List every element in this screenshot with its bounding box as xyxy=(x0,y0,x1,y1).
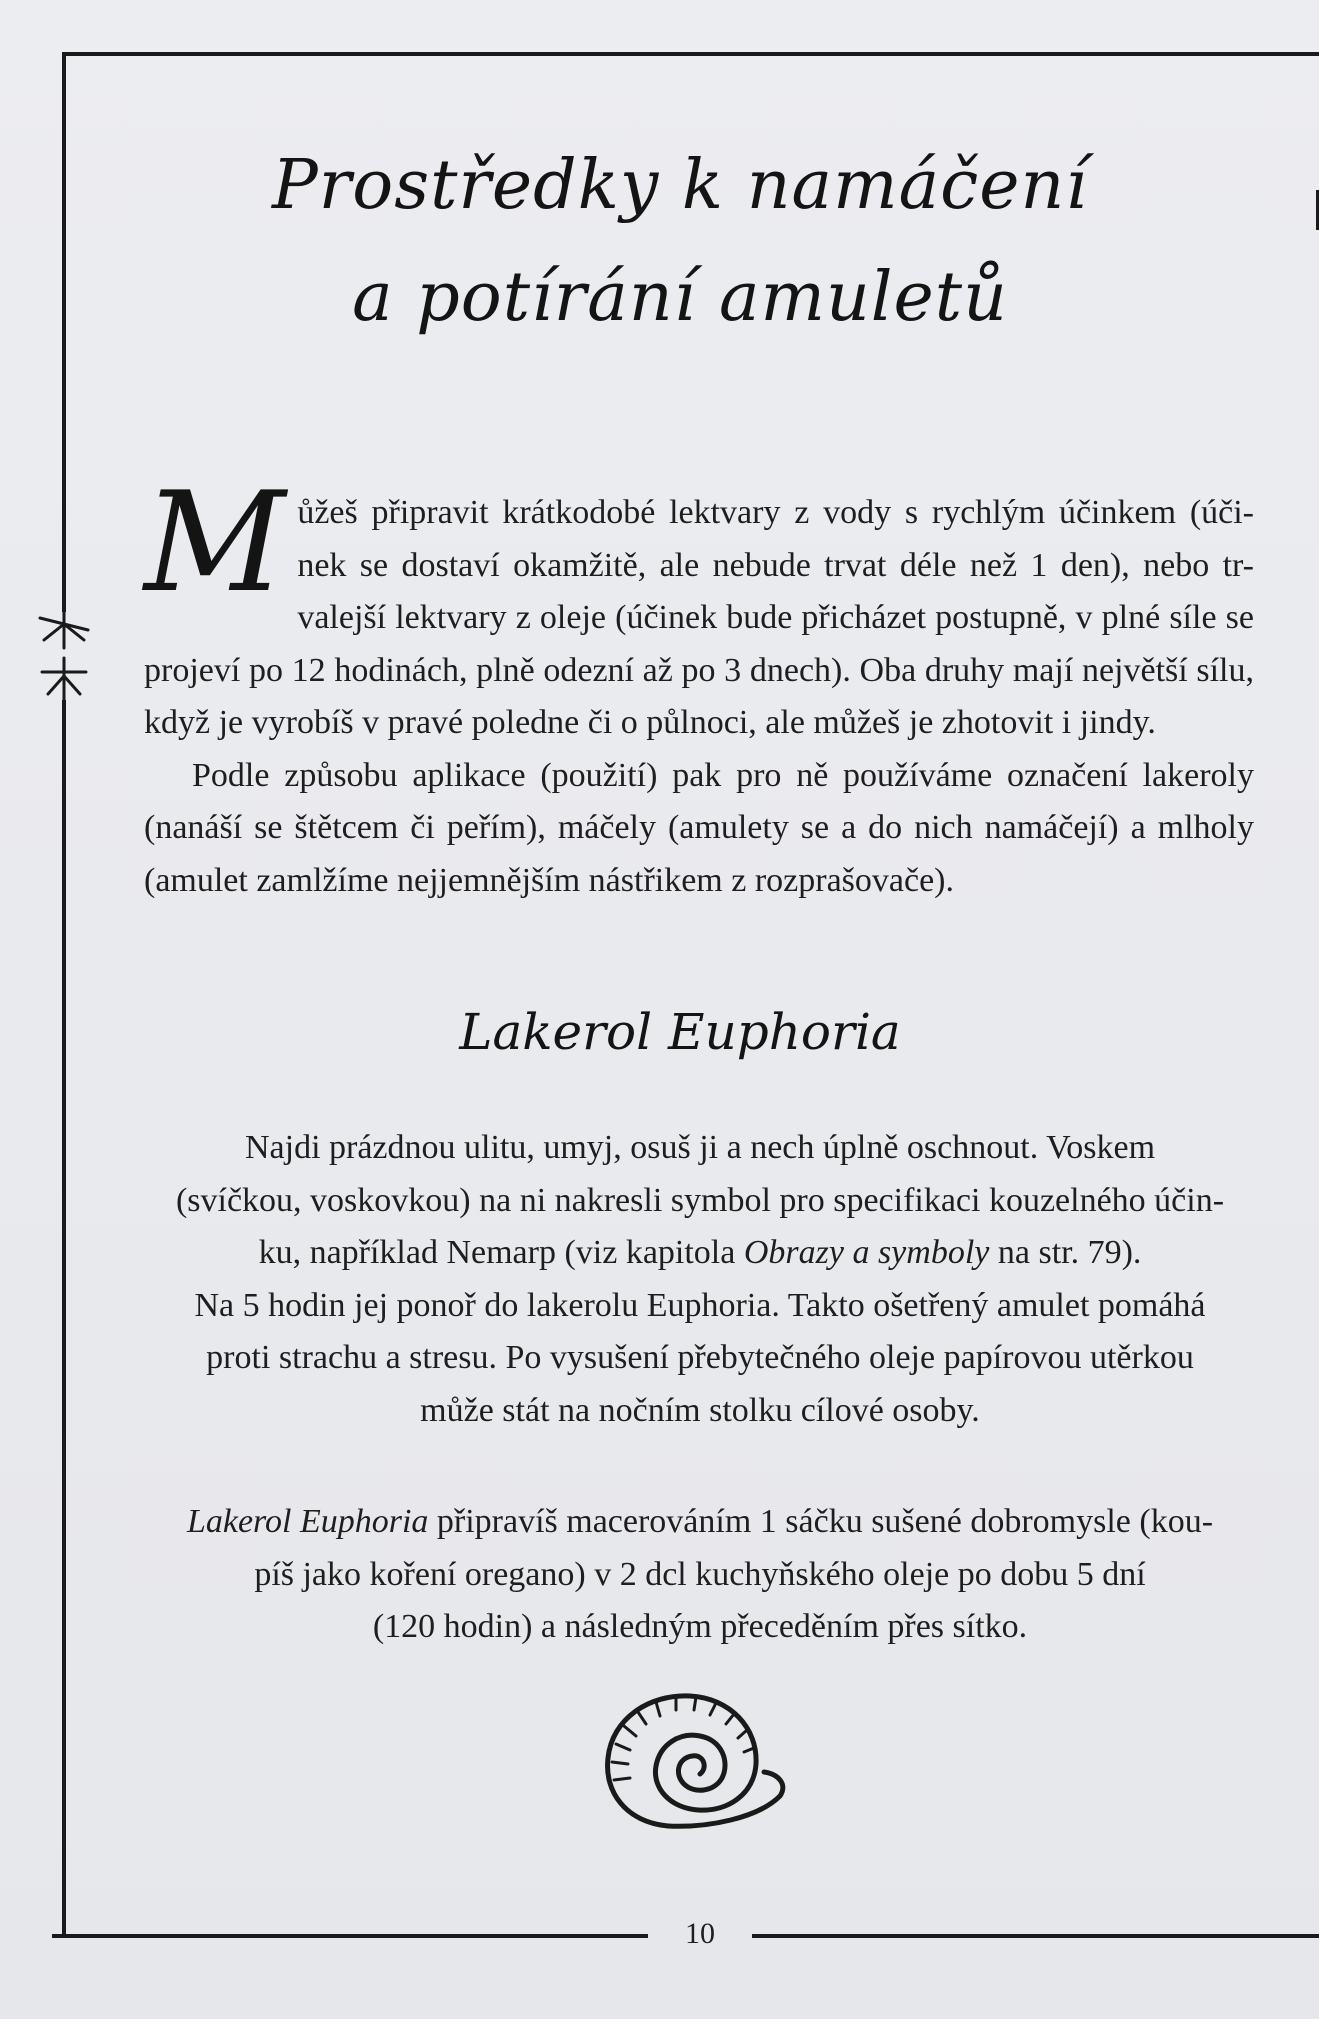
intro-line: valejší lektvary z oleje (účinek bude přicházet postupně, v plné síle se projeví xyxy=(144,599,1254,689)
intro-line: když je vyrobíš v pravé poledne či o půlnoci, ale můžeš je zhotovit i jindy. xyxy=(144,704,1156,741)
page-title-line-1: Prostředky k namáčení xyxy=(272,146,1088,225)
intro-paragraph-1 xyxy=(144,462,1254,750)
intro-line: nek se dostaví okamžitě, ale nebude trvat déle než 1 den), nebo tr- xyxy=(297,546,1254,584)
drop-cap: M xyxy=(144,462,286,623)
recipe-text: na str. 79). xyxy=(989,1234,1142,1271)
frame-left-rule-lower xyxy=(62,700,66,1936)
recipe-paragraph xyxy=(120,1122,1280,1437)
page-number: 10 xyxy=(685,1917,715,1950)
recipe-line: Najdi prázdnou ulitu, umyj, osuš ji a nech úplně oschnout. Voskem xyxy=(244,1129,1156,1166)
intro-section xyxy=(144,462,1254,907)
recipe-line: Na 5 hodin jej ponoř do lakerolu Euphoria. Takto ošetřený amulet pomáhá xyxy=(194,1286,1206,1324)
preparation-paragraph xyxy=(120,1496,1280,1654)
preparation-line: píš jako koření oregano) v 2 dcl kuchyňského oleje po dobu 5 dní xyxy=(254,1555,1146,1593)
intro-line: (nanáší se štětcem či peřím), máčely (amulety se a do nich namáčejí) a mlholy xyxy=(144,809,1254,846)
section-subtitle: Lakerol Euphoria xyxy=(459,1003,901,1061)
intro-line: Podle způsobu aplikace (použití) pak pro ně používáme označení lakeroly xyxy=(192,756,1254,794)
preparation-line: (120 hodin) a následným přeceděním přes sítko. xyxy=(372,1608,1028,1645)
intro-line: po 12 hodinách, plně odezní až po 3 dnech). Oba druhy mají největší sílu, xyxy=(249,651,1254,689)
frame-bottom-rule-left xyxy=(52,1934,648,1938)
recipe-line xyxy=(120,1227,1280,1280)
star-ornament-icon xyxy=(34,596,94,706)
page-title xyxy=(200,130,1160,354)
frame-left-rule-upper xyxy=(62,52,66,612)
recipe-line: může stát na nočním stolku cílové osoby. xyxy=(420,1391,980,1429)
intro-line: ůžeš připravit krátkodobé lektvary z vody s rychlým účinkem (úči- xyxy=(297,494,1254,531)
preparation-text: připravíš macerováním 1 sáčku sušené dobromysle (kou- xyxy=(428,1503,1214,1540)
frame-bottom-rule-right xyxy=(752,1934,1319,1938)
preparation-term: Lakerol Euphoria xyxy=(186,1503,429,1540)
recipe-text: ku, například Nemarp (viz kapitola xyxy=(258,1234,744,1271)
recipe-line: (svíčkou, voskovkou) na ni nakresli symbol pro specifikaci kouzelného účin- xyxy=(175,1181,1225,1219)
recipe-line: proti strachu a stresu. Po vysušení přebytečného oleje papírovou utěrkou xyxy=(206,1339,1194,1376)
intro-line: (amulet zamlžíme nejjemnějším nástřikem z rozprašovače). xyxy=(144,861,954,899)
snail-shell-icon xyxy=(598,1688,786,1833)
page-title-line-2: a potírání amuletů xyxy=(352,258,1008,337)
chapter-reference: Obrazy a symboly xyxy=(743,1234,990,1271)
preparation-line xyxy=(120,1496,1280,1549)
frame-top-rule xyxy=(62,52,1319,56)
intro-paragraph-2 xyxy=(144,750,1254,908)
